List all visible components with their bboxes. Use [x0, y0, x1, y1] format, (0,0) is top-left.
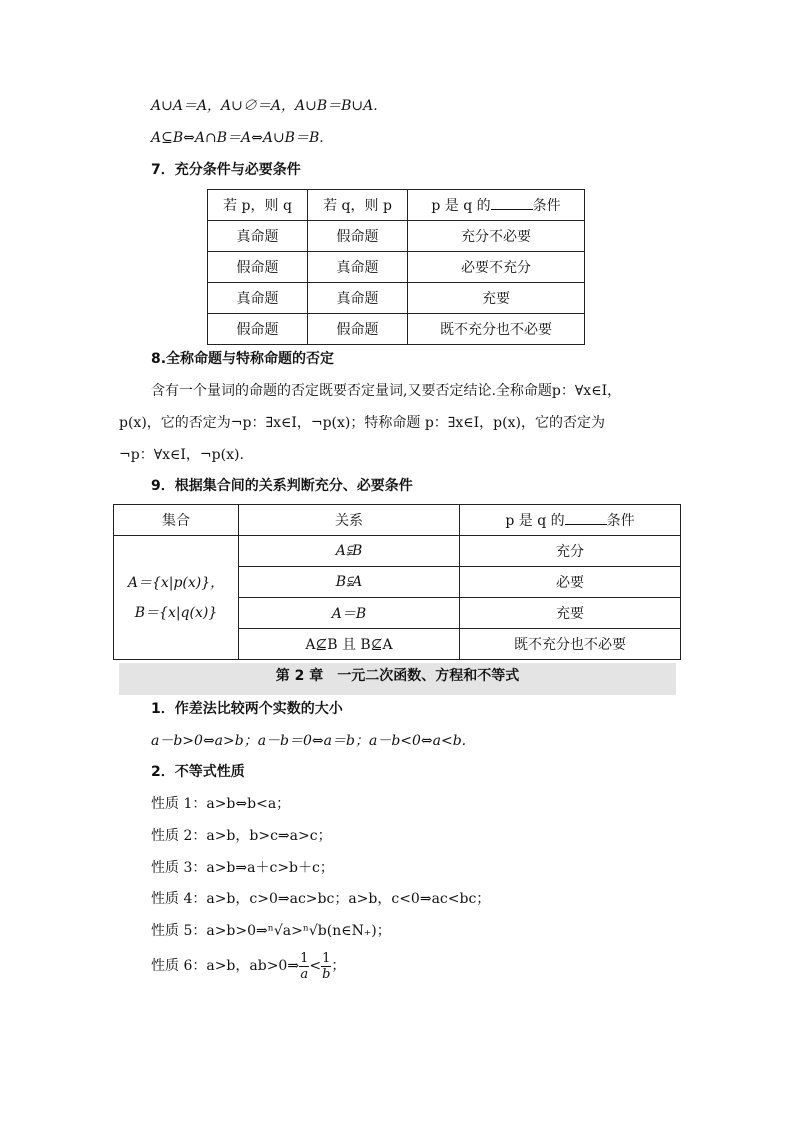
- property-6-prefix: 性质 6：a>b，ab>0⇒: [151, 958, 300, 974]
- set-a-definition: A＝{x|p(x)}，: [127, 574, 225, 591]
- section-8-text-3: ¬p：∀x∈I，¬p(x).: [119, 447, 244, 463]
- less-than-sign: <: [309, 958, 322, 974]
- blank-line: [565, 512, 607, 525]
- table-cell: 既不充分也不必要: [460, 629, 681, 660]
- header-if-p-then-q: 若 p，则 q: [208, 190, 308, 221]
- property-5: 性质 5：a>b>0⇒ⁿ√a>ⁿ√b(n∈N₊)；: [151, 923, 391, 939]
- table-cell: 假命题: [308, 314, 408, 345]
- property-3: 性质 3：a>b⇒a＋c>b＋c；: [151, 860, 334, 876]
- set-b-definition: B＝{x|q(x)}: [134, 604, 218, 621]
- table-cell: 充分不必要: [408, 221, 585, 252]
- table-cell: 真命题: [208, 283, 308, 314]
- property-6: [151, 948, 345, 984]
- header-condition-prefix: p 是 q 的: [431, 198, 491, 214]
- table-cell: 真命题: [308, 252, 408, 283]
- table-cell: 必要: [460, 567, 681, 598]
- header-relation: 关系: [239, 505, 460, 536]
- header-condition: [460, 505, 681, 536]
- fraction-denominator: a: [300, 966, 309, 982]
- section-8-title: 8.全称命题与特称命题的否定: [151, 351, 335, 367]
- chapter-banner: 第 2 章 一元二次函数、方程和不等式: [119, 663, 676, 695]
- table-cell: 真命题: [308, 283, 408, 314]
- table-cell: 充分: [460, 536, 681, 567]
- set-union-laws: A∪A＝A，A∪∅＝A，A∪B＝B∪A.: [151, 98, 378, 114]
- difference-comparison: a－b>0⇔a>b；a－b＝0⇔a＝b；a－b<0⇔a<b.: [151, 733, 467, 749]
- table-cell: A⫋B: [239, 536, 460, 567]
- blank-line: [491, 197, 533, 210]
- header-set: 集合: [114, 505, 239, 536]
- table-cell: A＝B: [239, 598, 460, 629]
- table-row: [208, 252, 585, 283]
- table-cell: 充要: [408, 283, 585, 314]
- section-9-title: 9．根据集合间的关系判断充分、必要条件: [151, 478, 413, 494]
- table-row: [208, 314, 585, 345]
- fraction-numerator: 1: [300, 950, 309, 966]
- section-8-text-1: 含有一个量词的命题的否定既要否定量词,又要否定结论.全称命题p：∀x∈I，: [151, 383, 622, 399]
- section-7-title: 7．充分条件与必要条件: [151, 162, 301, 178]
- table-row: [114, 536, 681, 567]
- table-cell: 充要: [460, 598, 681, 629]
- header-condition-suffix: 条件: [532, 198, 561, 214]
- table-cell: 既不充分也不必要: [408, 314, 585, 345]
- table-cell: 必要不充分: [408, 252, 585, 283]
- condition-table: [207, 189, 585, 345]
- table-cell: A⊈B 且 B⊈A: [239, 629, 460, 660]
- subset-equivalence: A⊆B⇔A∩B＝A⇔A∪B＝B.: [151, 130, 324, 146]
- fraction-numerator: 1: [322, 950, 331, 966]
- set-relation-table: [113, 504, 681, 660]
- property-4: 性质 4：a>b，c>0⇒ac>bc；a>b，c<0⇒ac<bc；: [151, 891, 491, 907]
- header-if-q-then-p: 若 q，则 p: [308, 190, 408, 221]
- property-2: 性质 2：a>b，b>c⇒a>c；: [151, 828, 332, 844]
- table-row: [208, 221, 585, 252]
- table-header-row: [114, 505, 681, 536]
- table-cell: 假命题: [208, 314, 308, 345]
- section-8-text-2: p(x)，它的否定为¬p：∃x∈I，¬p(x)；特称命题 p：∃x∈I，p(x)，它的否定为: [119, 415, 605, 431]
- property-6-suffix: ；: [331, 958, 346, 974]
- table-cell: 假命题: [308, 221, 408, 252]
- fraction-1-over-a: [299, 951, 309, 982]
- ch2-item-2-title: 2．不等式性质: [151, 764, 245, 780]
- table-cell: 假命题: [208, 252, 308, 283]
- ch2-item-1-title: 1．作差法比较两个实数的大小: [151, 701, 343, 717]
- header-condition-suffix: 条件: [606, 513, 635, 529]
- table-cell: B⫋A: [239, 567, 460, 598]
- set-definition-cell: [114, 536, 239, 660]
- fraction-1-over-b: [321, 951, 331, 982]
- fraction-denominator: b: [322, 966, 331, 982]
- header-condition: [408, 190, 585, 221]
- header-condition-prefix: p 是 q 的: [505, 513, 565, 529]
- property-1: 性质 1：a>b⇔b<a；: [151, 796, 291, 812]
- table-header-row: [208, 190, 585, 221]
- table-cell: 真命题: [208, 221, 308, 252]
- table-row: [208, 283, 585, 314]
